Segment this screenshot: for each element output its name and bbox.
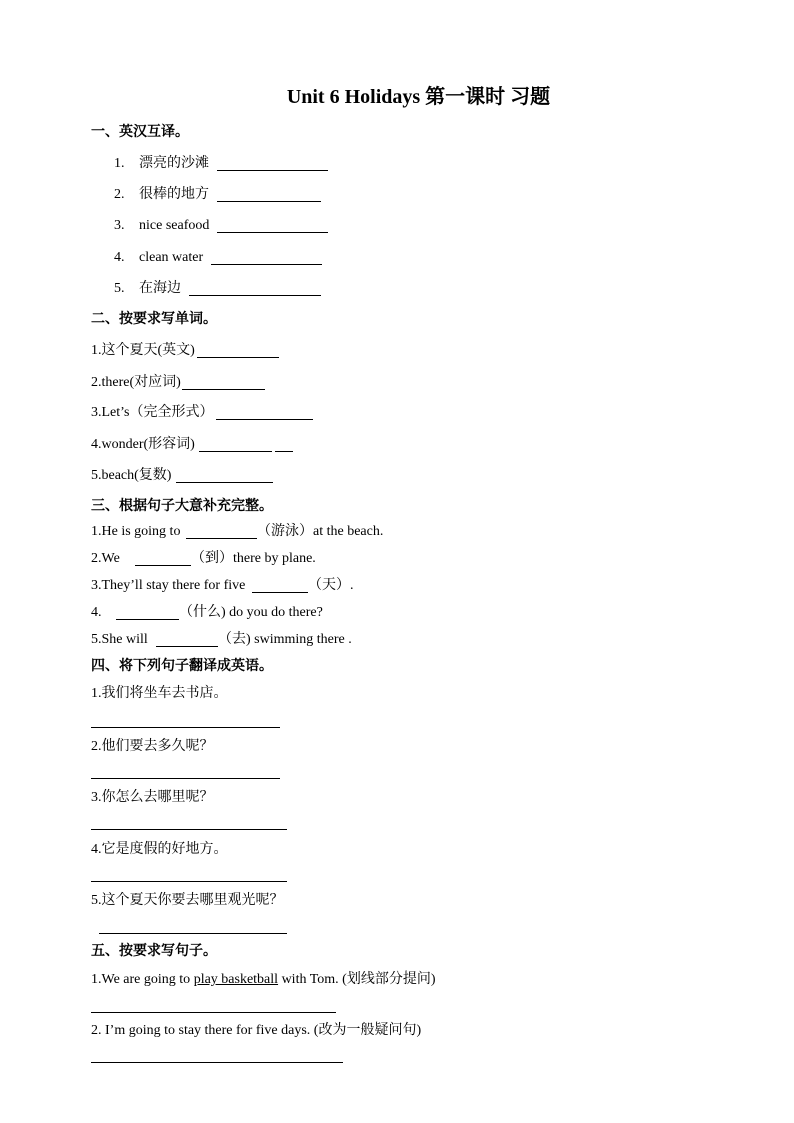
answer-blank — [217, 187, 321, 202]
translate-item — [0, 218, 794, 234]
translation-sentence-item: 2.他们要去多久呢？ — [91, 739, 214, 754]
item-text: 漂亮的沙滩 — [139, 156, 209, 171]
sentence-start: 1.He is going to — [91, 524, 181, 539]
rewrite-item — [91, 972, 436, 988]
item-text: 1.这个夏天(英文) — [91, 343, 195, 358]
item-text: 4.wonder(形容词) — [91, 437, 195, 452]
answer-blank — [176, 468, 273, 483]
word-item — [0, 375, 794, 391]
word-item — [0, 468, 794, 484]
answer-blank — [186, 524, 257, 539]
sentence-start: 1.We are going to — [91, 972, 194, 987]
translation-sentence-item: 4.它是度假的好地方。 — [91, 842, 228, 857]
translation-sentence-item: 1.我们将坐车去书店。 — [91, 686, 228, 701]
item-number: 4. — [114, 250, 125, 265]
sentence-start: 4. — [91, 605, 102, 620]
worksheet-title: Unit 6 Holidays 第一课时 习题 — [286, 86, 551, 108]
item-number: 2. — [114, 187, 125, 202]
item-number: 5. — [114, 281, 125, 296]
answer-blank — [199, 437, 272, 452]
sentence-end: （去) swimming there . — [218, 632, 352, 647]
section-4-heading: 四、将下列句子翻译成英语。 — [91, 659, 273, 674]
item-text: 2.there(对应词) — [91, 375, 181, 390]
word-item — [0, 437, 794, 453]
sentence-completion-item — [0, 551, 794, 567]
item-text: nice seafood — [139, 218, 210, 233]
item-text: 很棒的地方 — [139, 187, 209, 202]
sentence-end: with Tom. (划线部分提问) — [278, 972, 436, 987]
word-item — [0, 343, 794, 359]
sentence-start: 3.They’ll stay there for five — [91, 578, 246, 593]
section-5-heading: 五、按要求写句子。 — [91, 944, 217, 959]
answer-line — [91, 778, 280, 779]
rewrite-item: 2. I’m going to stay there for five days. (改为一般疑问句) — [91, 1023, 422, 1038]
translate-item — [0, 250, 794, 266]
translate-item — [0, 281, 794, 297]
sentence-start: 5.She will — [91, 632, 148, 647]
answer-blank — [182, 375, 265, 390]
section-1-heading: 一、英汉互译。 — [91, 125, 189, 140]
answer-blank — [116, 605, 179, 620]
answer-blank — [197, 343, 279, 358]
translation-sentence-item: 3.你怎么去哪里呢？ — [91, 790, 214, 805]
item-number: 1. — [114, 156, 125, 171]
answer-blank — [217, 156, 328, 171]
item-text: 5.beach(复数) — [91, 468, 172, 483]
underlined-phrase: play basketball — [193, 972, 279, 987]
sentence-end: （游泳）at the beach. — [257, 524, 384, 539]
sentence-end: （天）. — [308, 578, 354, 593]
section-2-heading: 二、按要求写单词。 — [91, 312, 217, 327]
translate-item — [0, 187, 794, 203]
answer-line — [91, 1012, 336, 1013]
answer-blank — [275, 437, 293, 452]
sentence-start: 2.We — [91, 551, 120, 566]
sentence-completion-item — [0, 632, 794, 648]
answer-blank — [135, 551, 191, 566]
translation-sentence-item: 5.这个夏天你要去哪里观光呢？ — [91, 893, 284, 908]
answer-line — [99, 933, 287, 934]
answer-blank — [156, 632, 218, 647]
answer-blank — [216, 405, 313, 420]
answer-line — [91, 881, 287, 882]
item-number: 3. — [114, 218, 125, 233]
sentence-completion-item — [0, 524, 794, 540]
translate-item — [0, 156, 794, 172]
answer-blank — [189, 281, 321, 296]
word-item — [0, 405, 794, 421]
sentence-completion-item — [0, 605, 794, 621]
item-text: clean water — [139, 250, 204, 265]
sentence-end: （到）there by plane. — [191, 551, 316, 566]
answer-line — [91, 1062, 343, 1063]
answer-blank — [217, 218, 328, 233]
item-text: 在海边 — [139, 281, 181, 296]
sentence-end: （什么) do you do there? — [179, 605, 323, 620]
item-text: 3.Let’s（完全形式） — [91, 405, 214, 420]
answer-line — [91, 829, 287, 830]
section-3-heading: 三、根据句子大意补充完整。 — [91, 499, 273, 514]
answer-line — [91, 727, 280, 728]
answer-blank — [211, 250, 322, 265]
answer-blank — [252, 578, 308, 593]
sentence-completion-item — [0, 578, 794, 594]
